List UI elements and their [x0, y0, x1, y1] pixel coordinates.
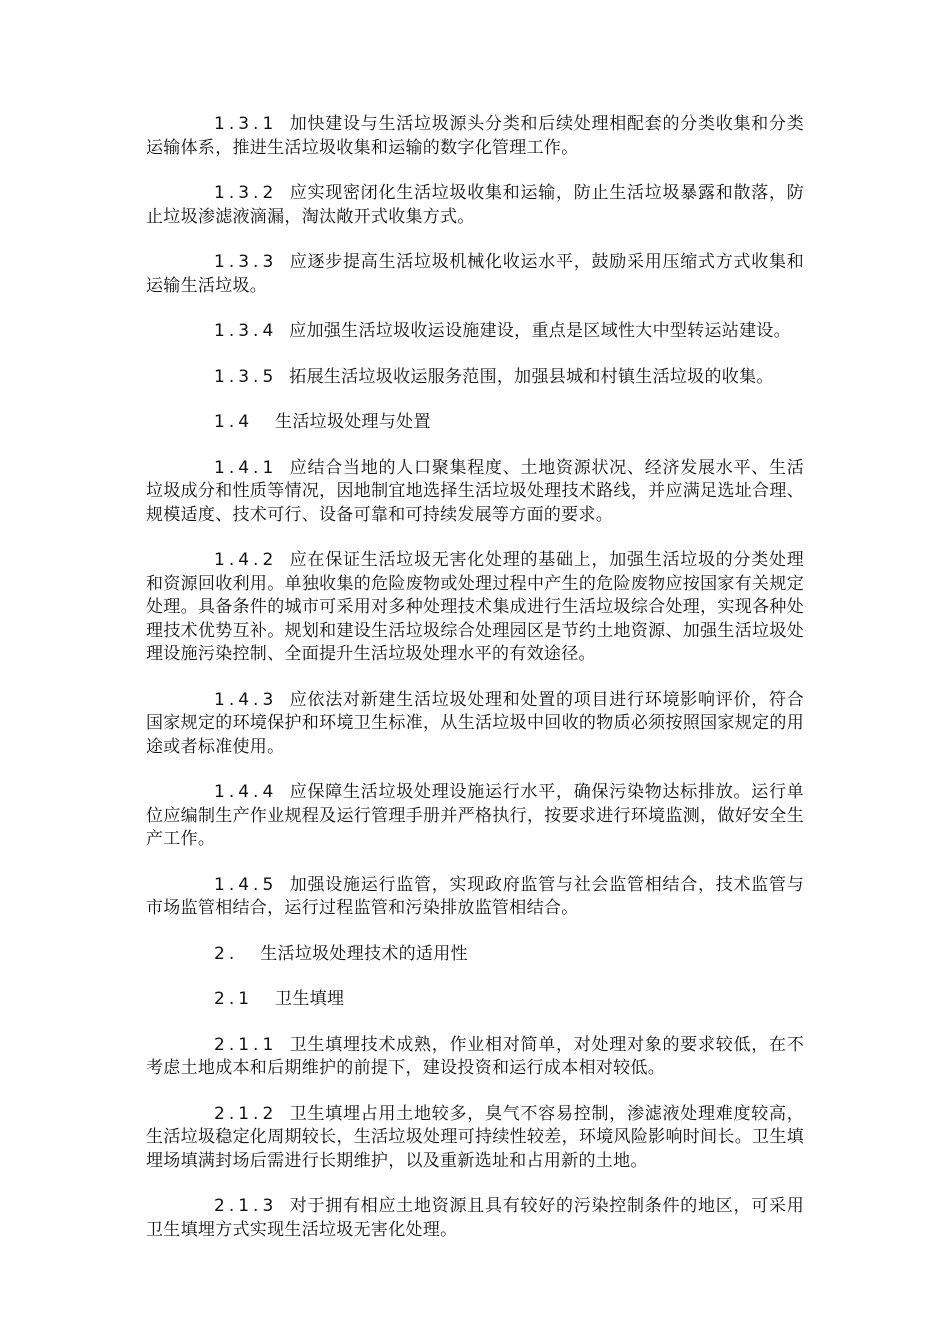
clause-number: 1.4.4	[214, 782, 278, 802]
clause-number: 1.3.2	[214, 183, 278, 203]
clause-2-1-3	[146, 1195, 804, 1242]
section-number: 2.	[214, 943, 239, 964]
clause-text: 卫生填埋占用土地较多，臭气不容易控制，渗滤液处理难度较高，生活垃圾稳定化周期较长，生活垃圾处理可持续性较差，环境风险影响时间长。卫生填埋场填满封场后需进行长期维护，以及重新选址和占用新的土地。	[146, 1103, 804, 1171]
clause-2-1-1	[146, 1034, 804, 1081]
clause-1-4-1	[146, 457, 804, 528]
clause-1-3-4	[146, 320, 804, 344]
section-number: 1.4	[214, 412, 254, 432]
clause-number: 1.3.3	[214, 252, 278, 272]
section-title: 卫生填埋	[275, 989, 345, 1009]
clause-text: 应实现密闭化生活垃圾收集和运输，防止生活垃圾暴露和散落，防止垃圾渗滤液滴漏，淘汰敞开式收集方式。	[146, 183, 804, 227]
clause-number: 1.4.5	[214, 874, 278, 895]
clause-text: 应依法对新建生活垃圾处理和处置的项目进行环境影响评价，符合国家规定的环境保护和环境卫生标准，从生活垃圾中回收的物质必须按照国家规定的用途或者标准使用。	[146, 689, 804, 757]
clause-text: 对于拥有相应土地资源且具有较好的污染控制条件的地区，可采用卫生填埋方式实现生活垃圾无害化处理。	[146, 1196, 804, 1240]
clause-text: 应结合当地的人口聚集程度、土地资源状况、经济发展水平、生活垃圾成分和性质等情况，因地制宜地选择生活垃圾处理技术路线，并应满足选址合理、规模适度、技术可行、设备可靠和可持续发展等方面的要求。	[146, 457, 804, 525]
clause-1-3-1	[146, 113, 804, 160]
clause-number: 1.3.4	[214, 321, 278, 341]
clause-1-4-4	[146, 781, 804, 852]
clause-1-3-3	[146, 251, 804, 298]
clause-number: 2.1.3	[214, 1196, 278, 1216]
section-title: 生活垃圾处理与处置	[275, 412, 431, 432]
clause-1-4-5	[146, 874, 804, 921]
clause-number: 1.3.5	[214, 366, 278, 387]
clause-number: 2.1.2	[214, 1103, 278, 1124]
clause-text: 拓展生活垃圾收运服务范围，加强县城和村镇生活垃圾的收集。	[289, 366, 774, 387]
clause-number: 1.4.3	[214, 689, 278, 710]
clause-text: 应逐步提高生活垃圾机械化收运水平，鼓励采用压缩式方式收集和运输生活垃圾。	[146, 252, 804, 296]
section-title: 生活垃圾处理技术的适用性	[260, 943, 468, 964]
section-heading-1-4	[146, 411, 804, 435]
clause-text: 加快建设与生活垃圾源头分类和后续处理相配套的分类收集和分类运输体系，推进生活垃圾收集和运输的数字化管理工作。	[146, 114, 804, 158]
clause-2-1-2	[146, 1103, 804, 1174]
clause-1-4-2	[146, 549, 804, 667]
clause-text: 应保障生活垃圾处理设施运行水平，确保污染物达标排放。运行单位应编制生产作业规程及运行管理手册并严格执行，按要求进行环境监测，做好安全生产工作。	[146, 782, 804, 849]
section-number: 2.1	[214, 989, 254, 1009]
clause-number: 1.4.2	[214, 550, 278, 570]
clause-number: 1.3.1	[214, 114, 278, 134]
clause-number: 2.1.1	[214, 1034, 278, 1055]
clause-number: 1.4.1	[214, 457, 278, 478]
section-heading-2-1	[146, 988, 804, 1012]
clause-1-3-5	[146, 366, 804, 390]
clause-text: 应加强生活垃圾收运设施建设，重点是区域性大中型转运站建设。	[289, 321, 791, 341]
clause-1-3-2	[146, 182, 804, 229]
clause-text: 卫生填埋技术成熟，作业相对简单，对处理对象的要求较低，在不考虑土地成本和后期维护的前提下，建设投资和运行成本相对较低。	[146, 1034, 804, 1078]
section-heading-2	[146, 943, 804, 967]
clause-1-4-3	[146, 689, 804, 760]
clause-text: 加强设施运行监管，实现政府监管与社会监管相结合，技术监管与市场监管相结合，运行过程监管和污染排放监管相结合。	[146, 874, 804, 918]
clause-text: 应在保证生活垃圾无害化处理的基础上，加强生活垃圾的分类处理和资源回收利用。单独收集的危险废物或处理过程中产生的危险废物应按国家有关规定处理。具备条件的城市可采用对多种处理技术集成进行生活垃圾综合处理，实现各种处理技术优势互补。规划和建设生活垃圾综合处理园区是节约土地资源、加强生活垃圾处理设施污染控制、全面提升生活垃圾处理水平的有效途径。	[146, 550, 804, 664]
document-page	[146, 113, 804, 1264]
